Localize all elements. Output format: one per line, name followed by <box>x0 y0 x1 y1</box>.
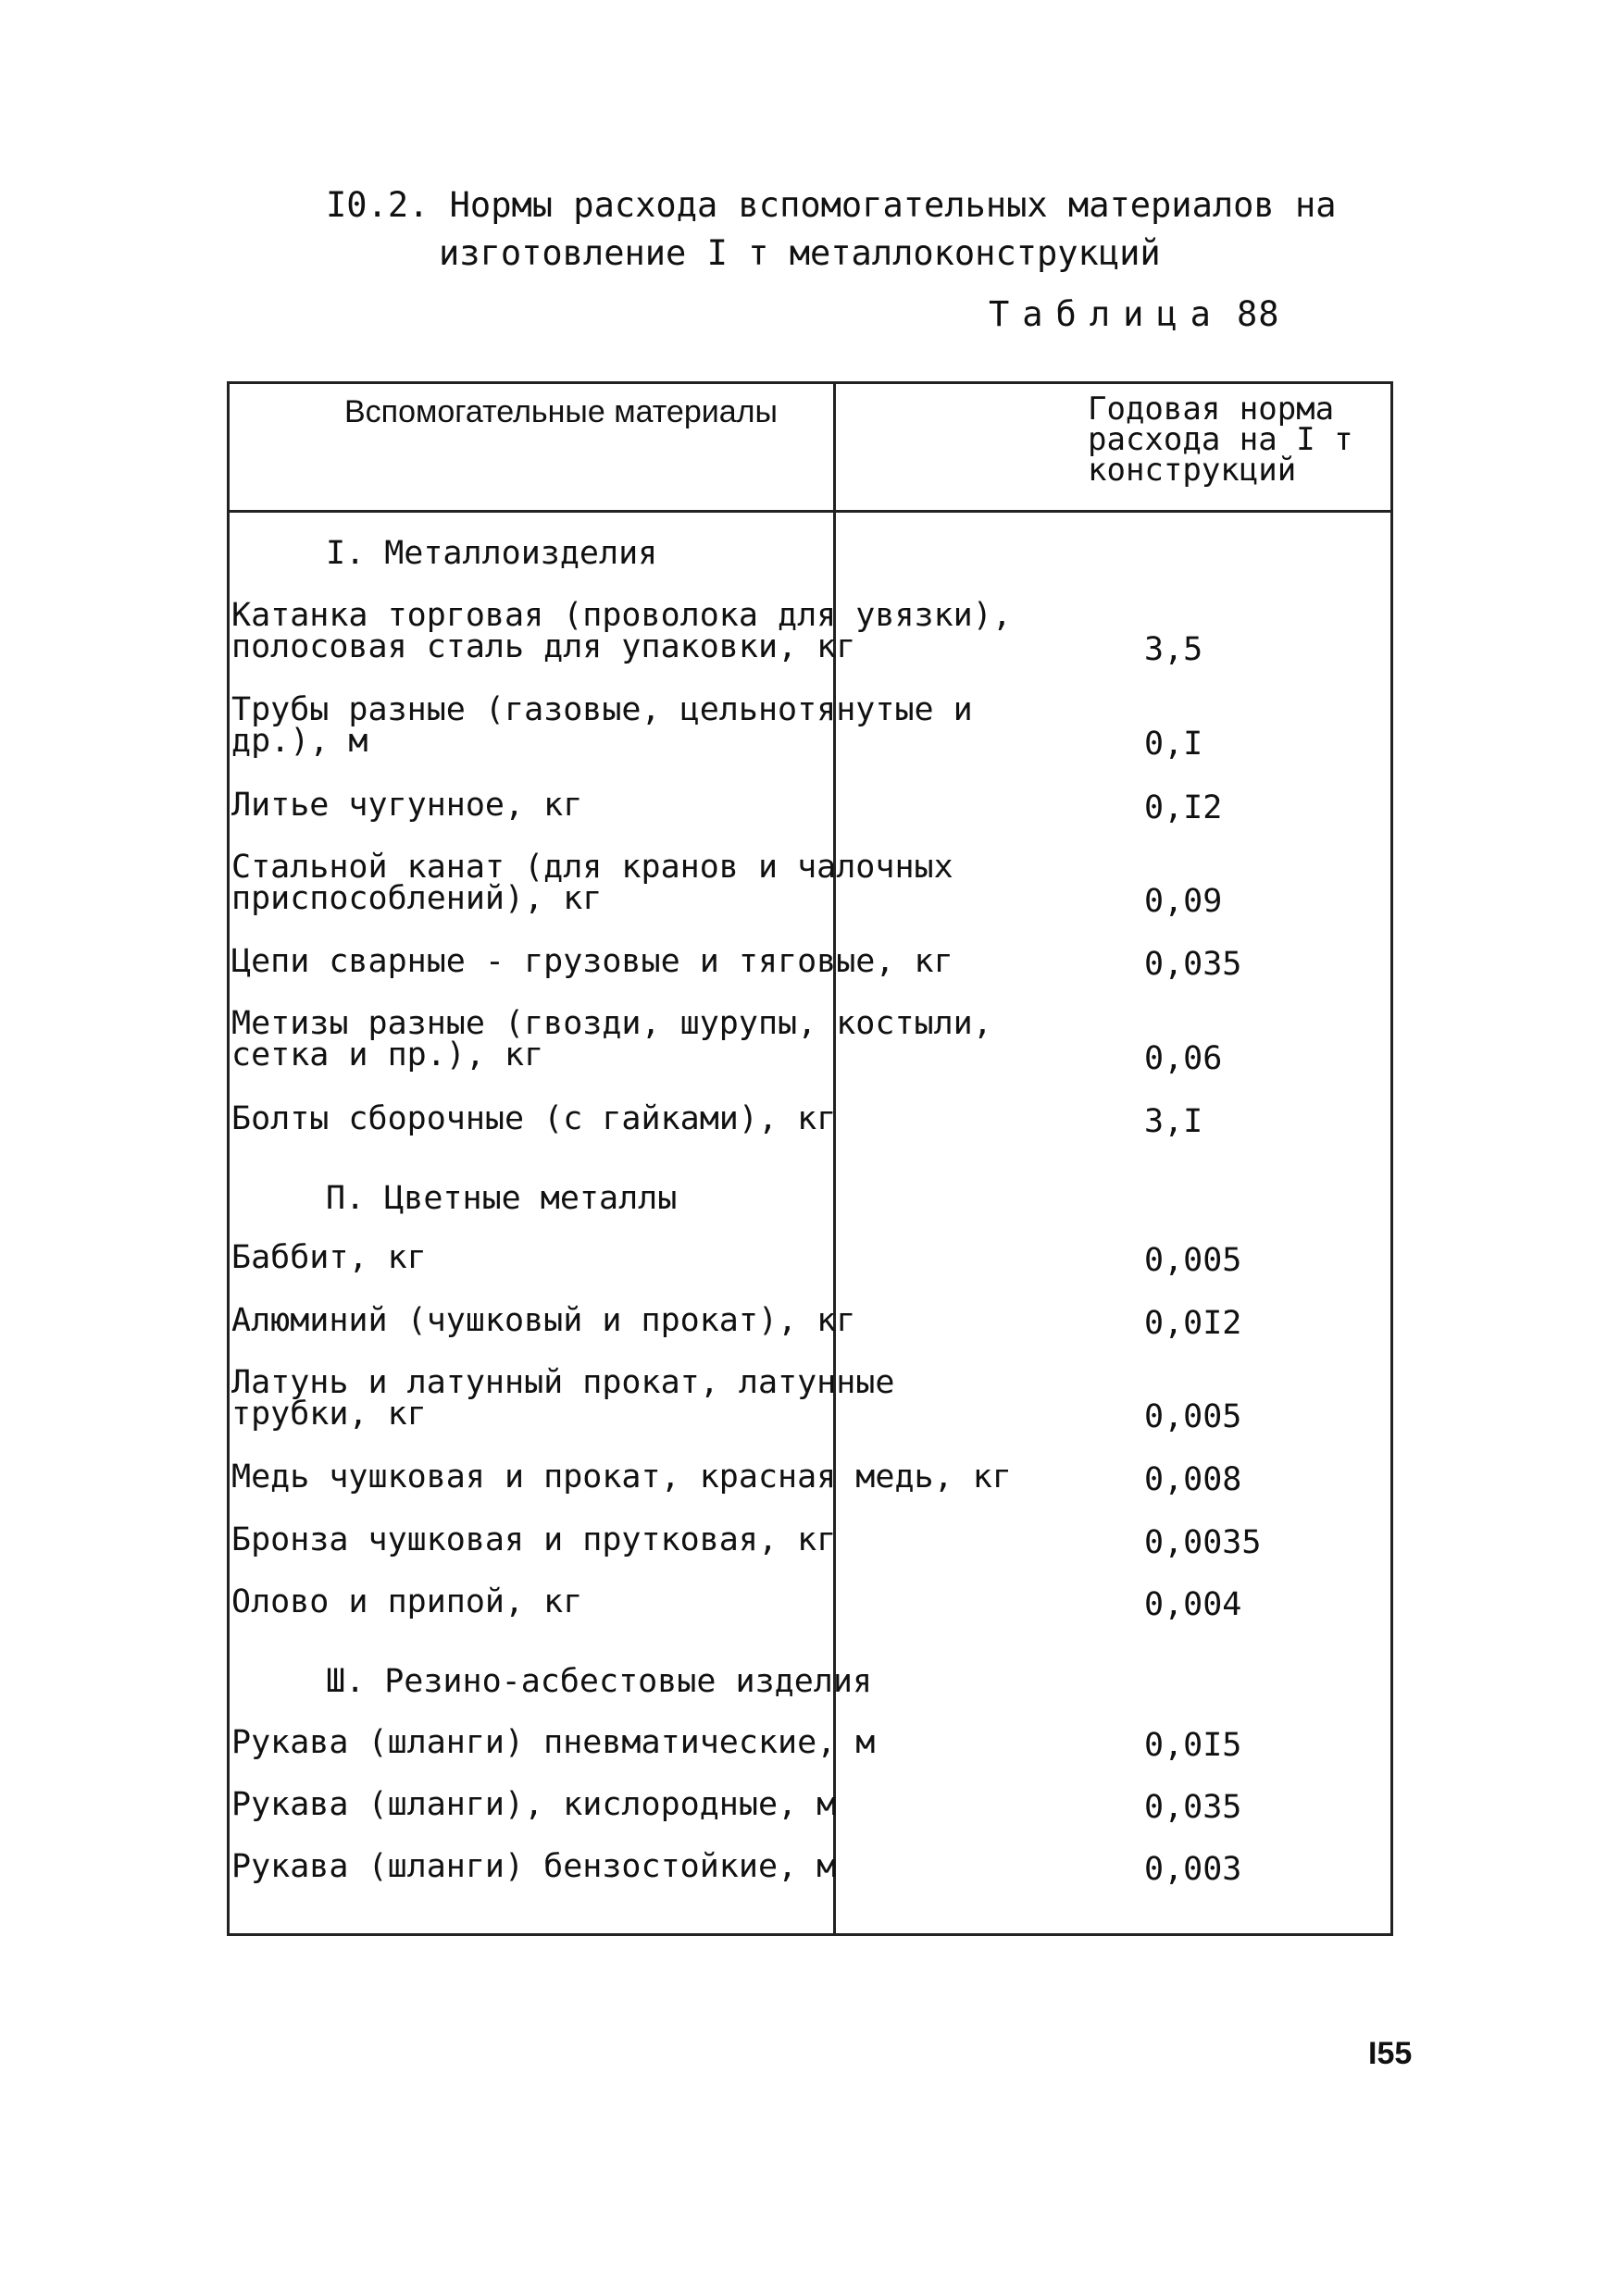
table-row-value: 0,035 <box>1144 1789 1242 1826</box>
table-label-word: Таблица <box>989 294 1224 334</box>
table-row-value: 0,008 <box>1144 1461 1242 1498</box>
table-row-value: 0,I2 <box>1144 789 1223 826</box>
table-row-value: 0,06 <box>1144 1040 1223 1077</box>
column-header-norm: Годовая норма расхода на I т конструкций <box>1088 391 1353 489</box>
table-row-value: 0,0035 <box>1144 1524 1262 1561</box>
table-row-name: Метизы разные (гвозди, шурупы, костыли, сетка и пр.), кг <box>231 1005 992 1074</box>
table-row-name: Рукава (шланги) бензостойкие, м <box>231 1848 837 1885</box>
table-row-name: Латунь и латунный прокат, латунные трубки, кг <box>231 1364 895 1433</box>
table-row-name: Цепи сварные - грузовые и тяговые, кг <box>231 943 953 980</box>
table-row-value: 0,005 <box>1144 1242 1242 1279</box>
table-row-name: Болты сборочные (с гайками), кг <box>231 1100 837 1137</box>
table-row-name: Стальной канат (для кранов и чалочных приспособлений), кг <box>231 849 953 917</box>
table-row-value: 0,005 <box>1144 1398 1242 1435</box>
table-row-name: Алюминий (чушковый и прокат), кг <box>231 1302 856 1339</box>
heading-line-2: изготовление I т металлоконструкций <box>439 233 1161 273</box>
page-number: I55 <box>1368 2036 1413 2071</box>
section-title: Ш. Резино-асбестовые изделия <box>326 1663 873 1700</box>
table-number: 88 <box>1236 294 1280 334</box>
section-title: I. Металлоизделия <box>326 535 658 572</box>
table-row-value: 3,5 <box>1144 631 1203 668</box>
table-row-name: Рукава (шланги) пневматические, м <box>231 1724 876 1761</box>
table-row-name: Олово и припой, кг <box>231 1583 583 1620</box>
table-row-value: 0,I <box>1144 726 1203 763</box>
table-row-value: 0,0I2 <box>1144 1305 1242 1342</box>
table-row-value: 0,035 <box>1144 946 1242 983</box>
table-row-value: 0,004 <box>1144 1586 1242 1623</box>
table-row-value: 0,09 <box>1144 883 1223 920</box>
table-row-name: Катанка торговая (проволока для увязки), полосовая сталь для упаковки, кг <box>231 597 1012 665</box>
table-row-name: Трубы разные (газовые, цельнотянутые и др.), м <box>231 691 973 760</box>
section-title: П. Цветные металлы <box>326 1180 678 1217</box>
table-row-name: Баббит, кг <box>231 1239 427 1276</box>
table-row-name: Рукава (шланги), кислородные, м <box>231 1786 837 1823</box>
table-row-value: 0,0I5 <box>1144 1727 1242 1764</box>
table-row-value: 3,I <box>1144 1103 1203 1140</box>
table-header-divider <box>227 510 1393 513</box>
table-row-name: Бронза чушковая и прутковая, кг <box>231 1521 837 1558</box>
document-heading <box>326 181 1337 278</box>
table-row-name: Литье чугунное, кг <box>231 787 583 824</box>
heading-line-1: I0.2. Нормы расхода вспомогательных материалов на <box>326 185 1337 225</box>
table-row-name: Медь чушковая и прокат, красная медь, кг <box>231 1458 1012 1496</box>
table-label <box>989 294 1280 334</box>
table-row-value: 0,003 <box>1144 1851 1242 1888</box>
column-header-materials: Вспомогательные материалы <box>344 394 778 429</box>
